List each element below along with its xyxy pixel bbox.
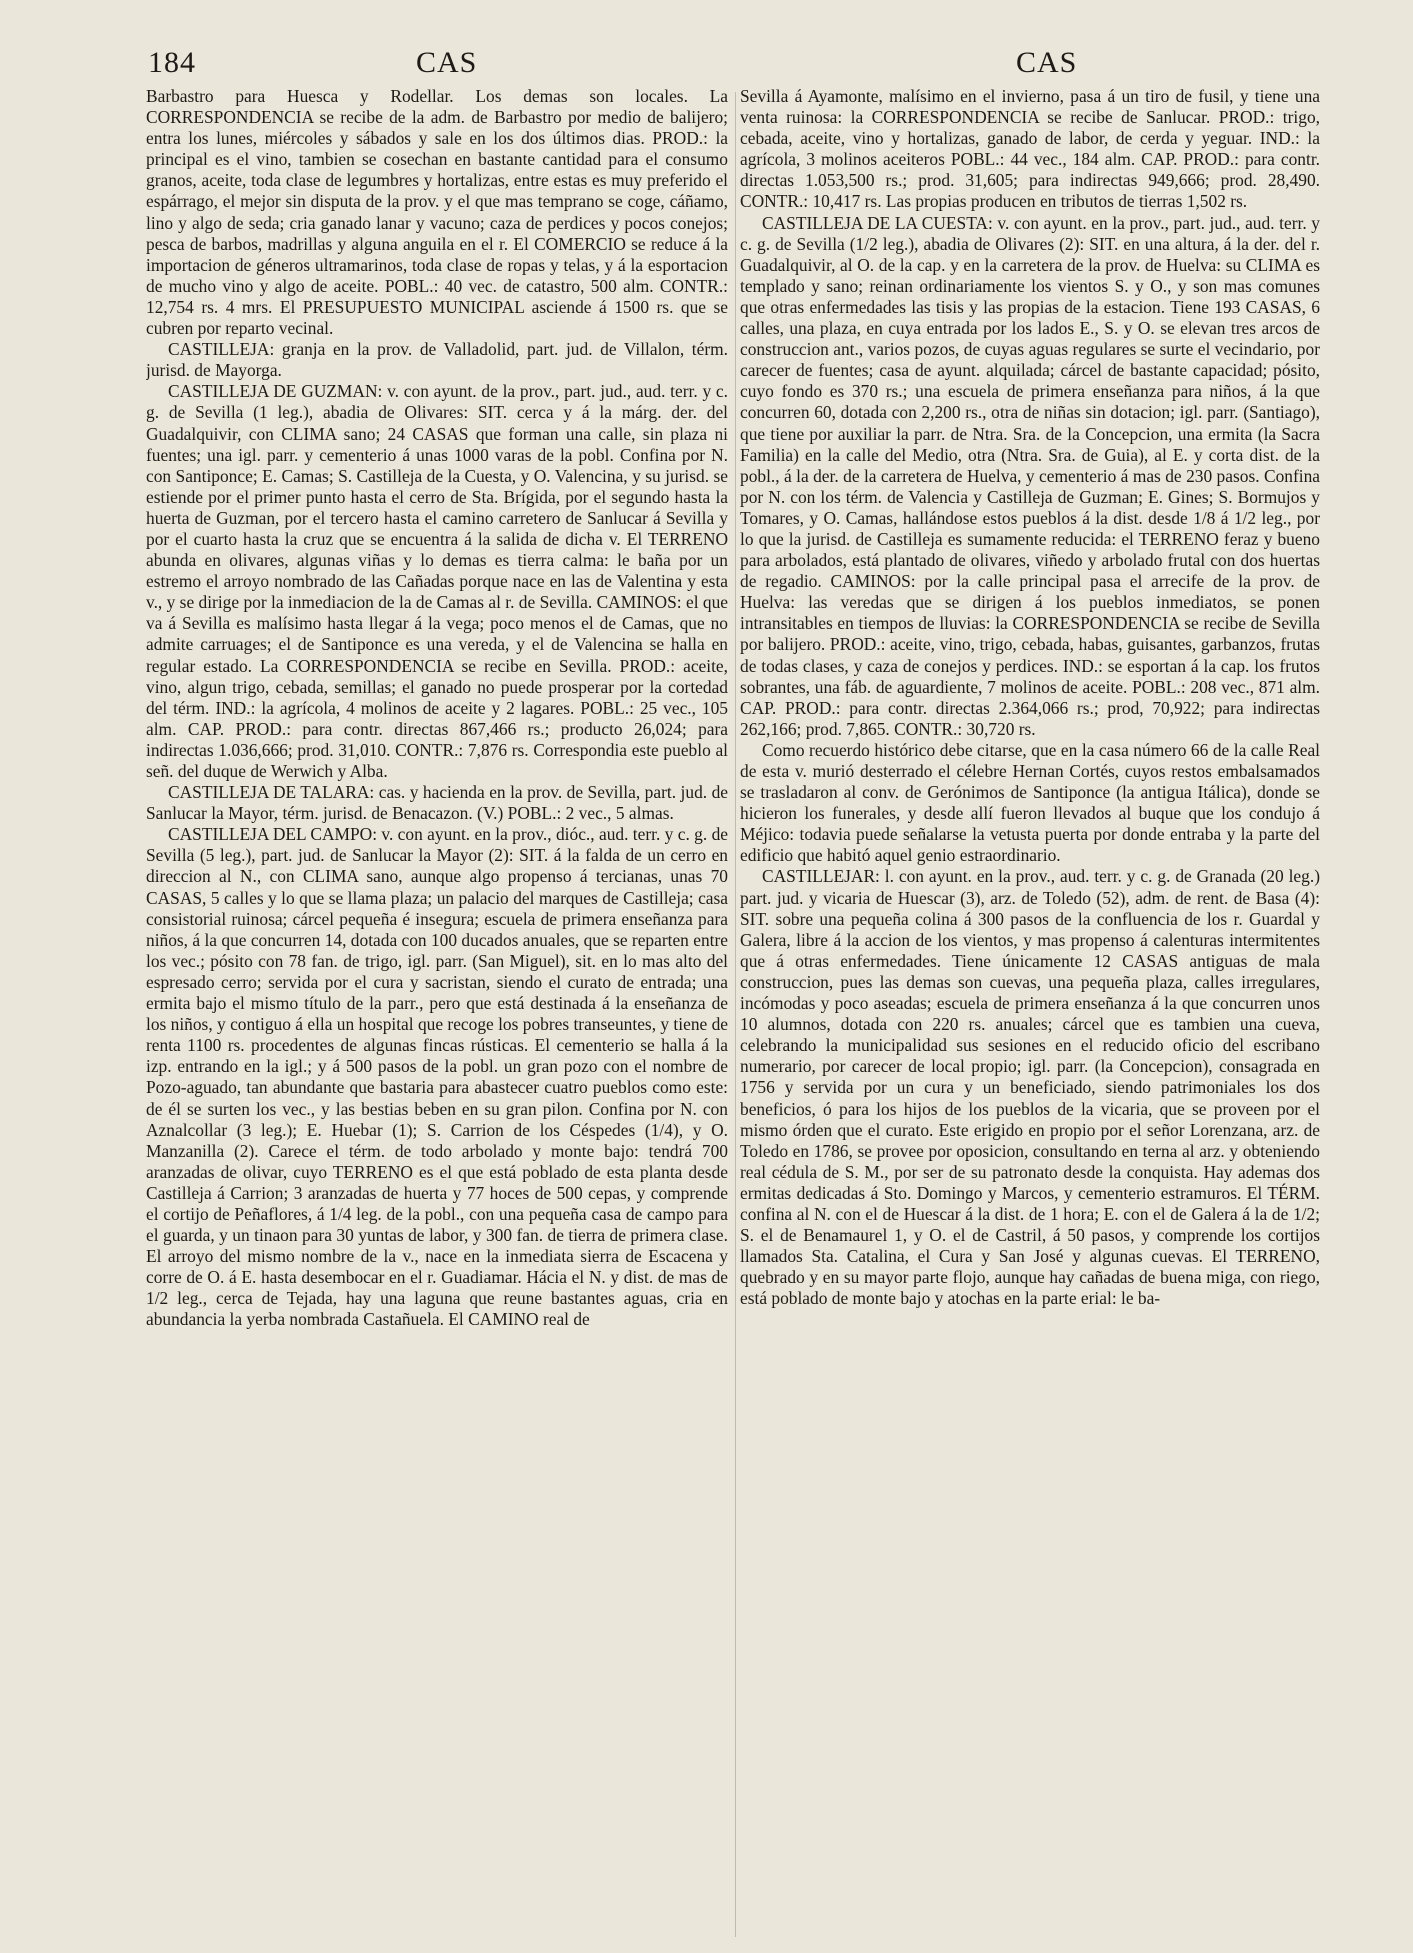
- page-number: 184: [148, 46, 196, 79]
- paragraph: Barbastro para Huesca y Rodellar. Los demas son locales. La CORRESPONDENCIA se recibe de la adm. de Barbastro por medio de balijero; entra los lunes, miércoles y sábados y sale en los dos últimos dias. PROD.: la principal es el vino, tambien se cosechan en bastante cantidad para el consumo granos, aceite, toda clase de legumbres y hortalizas, entre estas es muy preferido el espárrago, el mejor sin disputa de la prov. y el que mas temprano se coge, cáñamo, lino y algo de seda; cria ganado lanar y vacuno; caza de perdices y pocos conejos; pesca de barbos, madrillas y alguna anguila en el r. El COMERCIO se reduce á la importacion de géneros ultramarinos, toda clase de ropas y telas, y á la esportacion de mucho vino y algo de aceite. POBL.: 40 vec. de catastro, 500 alm. CONTR.: 12,754 rs. 4 mrs. El PRESUPUESTO MUNICIPAL asciende á 1500 rs. que se cubren por reparto vecinal.: [146, 86, 728, 339]
- right-column: [740, 86, 1320, 1938]
- entry-paragraph: CASTILLEJA DE TALARA: cas. y hacienda en la prov. de Sevilla, part. jud. de Sanlucar la Mayor, térm. jurisd. de Benacazon. (V.) POBL.: 2 vec., 5 almas.: [146, 782, 728, 824]
- paragraph: Como recuerdo histórico debe citarse, que en la casa número 66 de la calle Real de esta v. murió desterrado el célebre Hernan Cortés, cuyos restos embalsamados se trasladaron al conv. de Gerónimos de Santiponce (la antigua Itálica), donde se hicieron los funerales, y desde allí fueron llevados al buque que los condujo á Méjico: todavia puede señalarse la vetusta puerta por donde entraba y la parte del edificio que habitó aquel genio estraordinario.: [740, 739, 1320, 866]
- entry-paragraph: CASTILLEJA DEL CAMPO: v. con ayunt. en la prov., dióc., aud. terr. y c. g. de Sevilla (5 leg.), part. jud. de Sanlucar la Mayor (2): SIT. á la falda de un cerro en direccion al N., con CLIMA sano, aunque algo propenso á tercianas, unas 70 CASAS, 5 calles y lo que se llama plaza; un palacio del marques de Castilleja; casa consistorial ruinosa; cárcel pequeña é insegura; escuela de primera enseñanza para niños, á la que concurren 14, dotada con 100 ducados anuales, que se reparten entre los vec.; pósito con 78 fan. de trigo, igl. parr. (San Miguel), sit. en lo mas alto del espresado cerro; servida por el cura y sacristan, siendo el curato de entrada; una ermita bajo el mismo título de la parr., pero que está destinada á la enseñanza de los niños, y contiguo á ella un hospital que recoge los pobres transeuntes, y tiene de renta 1100 rs. procedentes de algunas fincas rústicas. El cementerio se halla á la izp. entrando en la igl.; y á 500 pasos de la pobl. un gran pozo con el nombre de Pozo-aguado, tan abundante que bastaria para abastecer cuatro pueblos como este: de él se surten los vec., y las bestias beben en su gran pilon. Confina por N. con Aznalcollar (3 leg.); E. Huebar (1); S. Carrion de los Céspedes (1/4), y O. Manzanilla (2). Carece el térm. de todo arbolado y monte bajo: tendrá 700 aranzadas de olivar, cuyo TERRENO es el que está poblado de esta planta desde Castilleja á Carrion; 3 aranzadas de huerta y 77 hoces de 500 cepas, y comprende el cortijo de Peñaflores, á 1/4 leg. de la pobl., con una pequeña casa de campo para el guarda, y un tinaon para 30 yuntas de labor, y 300 fan. de tierra de primera clase. El arroyo del mismo nombre de la v., nace en la inmediata sierra de Escacena y corre de O. á E. hasta desembocar en el r. Guadiamar. Hácia el N. y dist. de mas de 1/2 leg., cerca de Tejada, hay una laguna que reune bastantes aguas, cria en abundancia la yerba nombrada Castañuela. El CAMINO real de: [146, 824, 728, 1330]
- running-head: [148, 46, 1373, 90]
- entry-paragraph: CASTILLEJA DE LA CUESTA: v. con ayunt. en la prov., part. jud., aud. terr. y c. g. de Sevilla (1/2 leg.), abadia de Olivares (2): SIT. en una altura, á la der. del r. Guadalquivir, al O. de la cap. y en la carretera de la prov. de Huelva: su CLIMA es templado y sano; reinan ordinariamente los vientos S. y O., y son mas comunes que otras enfermedades las tisis y las propias de la estacion. Tiene 193 CASAS, 6 calles, una plaza, en cuya entrada por los lados E., S. y O. se elevan tres arcos de construccion ant., varios pozos, de cuyas aguas regulares se surte el vecindario, por carecer de fuentes; casa de ayunt. alquilada; cárcel de bastante capacidad; pósito, cuyo fondo es 370 rs.; una escuela de primera enseñanza para niños, á la que concurren 60, dotada con 2,200 rs., otra de niñas sin dotacion; igl. parr. (Santiago), que tiene por auxiliar la parr. de Ntra. Sra. de la Concepcion, una ermita (la Sacra Familia) en la calle del Medio, otra (Ntra. Sra. de Guia), al E. y corta dist. de la pobl., á la der. de la carretera de Huelva, y cementerio á mas de 230 pasos. Confina por N. con los térm. de Valencia y Castilleja de Guzman; E. Gines; S. Bormujos y Tomares, y O. Camas, hallándose estos pueblos á la dist. desde 1/8 á 1/2 leg., por lo que la jurisd. de Castilleja es sumamente reducida: el TERRENO feraz y bueno para arbolados, está plantado de olivares, viñedo y arbolado frutal con dos huertas de regadio. CAMINOS: por la calle principal pasa el arrecife de la prov. de Huelva: las veredas que se dirigen á los pueblos inmediatos, se ponen intransitables en tiempos de lluvias: la CORRESPONDENCIA se recibe de Sevilla por balijero. PROD.: aceite, vino, trigo, cebada, habas, guisantes, garbanzos, frutas de todas clases, y caza de conejos y perdices. IND.: se esportan á la cap. los frutos sobrantes, una fáb. de aguardiente, 7 molinos de aceite. POBL.: 208 vec., 871 alm. CAP. PROD.: para contr. directas 2.364,066 rs.; prod, 70,922; para indirectas 262,166; prod. 7,865. CONTR.: 30,720 rs.: [740, 212, 1320, 739]
- paragraph: Sevilla á Ayamonte, malísimo en el invierno, pasa á un tiro de fusil, y tiene una venta ruinosa: la CORRESPONDENCIA se recibe de Sanlucar. PROD.: trigo, cebada, aceite, vino y hortalizas, ganado de labor, de cerda y yeguar. IND.: la agrícola, 3 molinos aceiteros POBL.: 44 vec., 184 alm. CAP. PROD.: para contr. directas 1.053,500 rs.; prod. 31,605; para indirectas 949,666; prod. 28,490. CONTR.: 10,417 rs. Las propias producen en tributos de tierras 1,502 rs.: [740, 86, 1320, 212]
- column-divider: [735, 92, 736, 1937]
- entry-paragraph: CASTILLEJAR: l. con ayunt. en la prov., aud. terr. y c. g. de Granada (20 leg.) part. jud. y vicaria de Huescar (3), arz. de Toledo (52), adm. de rent. de Basa (4): SIT. sobre una pequeña colina á 300 pasos de la confluencia de los r. Guardal y Galera, libre á la accion de los vientos, y mas propenso á calenturas intermitentes que á otras enfermedades. Tiene únicamente 12 CASAS antiguas de mala construccion, pues las demas son cuevas, una pequeña plaza, calles irregulares, incómodas y poco aseadas; escuela de primera enseñanza á la que concurren unos 10 alumnos, dotada con 220 rs. anuales; cárcel que es tambien una cueva, celebrando la municipalidad sus sesiones en el reducido oficio del escribano numerario, por carecer de local propio; igl. parr. (la Concepcion), consagrada en 1756 y servida por un cura y un beneficiado, siendo patrimoniales los dos beneficios, ó para los hijos de los pueblos de la vicaria, que se proveen por el mismo órden que el curato. Este erigido en propio por el señor Lorenzana, arz. de Toledo en 1786, se provee por oposicion, consultando en terna al arz. y obteniendo real cédula de S. M., por ser de su patronato desde la conquista. Hay ademas dos ermitas dedicadas á Sto. Domingo y Marcos, y cementerio estramuros. El TÉRM. confina al N. con el de Huescar á la dist. de 1 hora; E. con el de Galera á la de 1/2; S. el de Benamaurel 1, y O. el de Castril, á 50 pasos, y comprende los cortijos llamados Sta. Catalina, el Cura y San José y algunas cuevas. El TERRENO, quebrado y en su mayor parte flojo, aunque hay cañadas de buena miga, con riego, está poblado de monte bajo y atochas en la parte erial: le ba-: [740, 866, 1320, 1309]
- left-column: [146, 86, 728, 1938]
- entry-paragraph: CASTILLEJA DE GUZMAN: v. con ayunt. de la prov., part. jud., aud. terr. y c. g. de Sevilla (1 leg.), abadia de Olivares: SIT. cerca y á la márg. der. del Guadalquivir, con CLIMA sano; 24 CASAS que forman una calle, sin plaza ni fuentes; una igl. parr. y cementerio á unas 1000 varas de la pobl. Confina por N. con Santiponce; E. Camas; S. Castilleja de la Cuesta, y O. Valencina, y su jurisd. se estiende por el primer punto hasta el cerro de Sta. Brígida, por el segundo hasta la huerta de Guzman, por el tercero hasta el camino carretero de Sanlucar á Sevilla y por el cuarto hasta la cruz que se encuentra á la salida de dicha v. El TERRENO abunda en olivares, algunas viñas y lo demas es tierra calma: le baña por un estremo el arroyo nombrado de las Cañadas porque nace en las de Valentina y esta v., y se dirige por la inmediacion de la de Camas al r. de Sevilla. CAMINOS: el que va á Sevilla es malísimo hasta llegar á la vega; poco menos el de Camas, que no admite carruages; el de Santiponce es una vereda, y el de Valencina se halla en regular estado. La CORRESPONDENCIA se recibe en Sevilla. PROD.: aceite, vino, algun trigo, cebada, semillas; el ganado no puede prosperar por la cortedad del térm. IND.: la agrícola, 4 molinos de aceite y 2 lagares. POBL.: 25 vec., 105 alm. CAP. PROD.: para contr. directas 867,466 rs.; producto 26,024; para indirectas 1.036,666; prod. 31,010. CONTR.: 7,876 rs. Correspondia este pueblo al señ. del duque de Werwich y Alba.: [146, 381, 728, 781]
- right-column-head: CAS: [1016, 46, 1078, 79]
- entry-paragraph: CASTILLEJA: granja en la prov. de Valladolid, part. jud. de Villalon, térm. jurisd. de Mayorga.: [146, 339, 728, 381]
- left-column-head: CAS: [416, 46, 478, 79]
